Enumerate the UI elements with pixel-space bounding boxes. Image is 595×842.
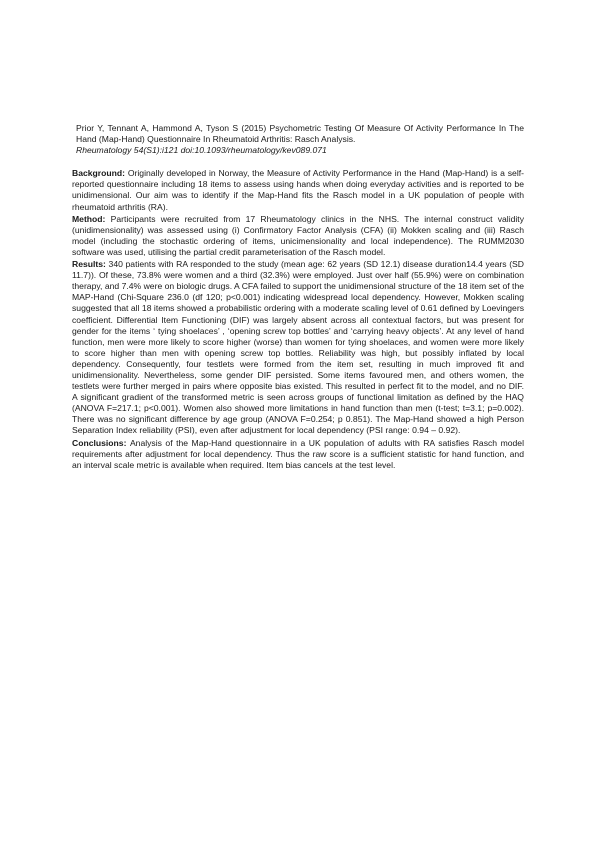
conclusions-heading: Conclusions: [72, 437, 130, 448]
results-section [72, 259, 524, 437]
background-section [72, 168, 524, 212]
method-heading: Method: [72, 213, 111, 224]
results-heading: Results: [72, 259, 109, 270]
background-heading: Background: [72, 168, 128, 179]
background-text: Originally developed in Norway, the Measure of Activity Performance in the Hand (Map-Hand) is a self-reported questionnaire including 18 items to assess using hands when doing everyday activities and is reported to be unidimensional. Our aim was to identify if the Map-Hand fits the Rasch model in a UK population of people with rheumatoid arthritis (RA). [72, 168, 524, 212]
citation-journal: Rheumatology 54(S1):i121 doi:10.1093/rheumatology/kev089.071 [76, 145, 327, 156]
method-text: Participants were recruited from 17 Rheumatology clinics in the NHS. The internal construct validity (unidimensionality) was assessed using (i) Confirmatory Factor Analysis (CFA) (ii) Mokken scaling and (iii) Rasch model (including the stochastic ordering of items, unicimensionality and local independence). The RUMM2030 software was used, utilising the partial credit parameterisation of the Rasch model. [72, 213, 524, 257]
conclusions-text: Analysis of the Map-Hand questionnaire in a UK population of adults with RA satisfies Rasch model requirements after adjustment for local dependency. Thus the raw score is a sufficient statistic for hand function, and an interval scale metric is available when required. Item bias cancels at the test level. [72, 437, 524, 470]
conclusions-section [72, 438, 524, 471]
citation-title: Prior Y, Tennant A, Hammond A, Tyson S (2015) Psychometric Testing Of Measure Of Activity Performance In The Hand (Map-Hand) Questionnaire In Rheumatoid Arthritis: Rasch Analysis. [76, 123, 524, 145]
results-text: 340 patients with RA responded to the study (mean age: 62 years (SD 12.1) disease duration14.4 years (SD 11.7)). Of these, 73.8% were women and a third (32.3%) were employed. Just over half (55.9%) were on combination therapy, and 7.4% were on biologic drugs. A CFA failed to support the unidimensional structure of the 18 item set of the MAP-Hand (Chi-Square 236.0 (df 120; p<0.001) indicating widespread local dependency. However, Mokken scaling suggested that all 18 items showed a probabilistic ordering with a moderate scaling level of 0.61 defined by Loevingers coefficient. Differential Item Functioning (DIF) was largely absent across all contextual factors, but was present for gender for the items ‘ tying shoelaces’ , ‘opening screw top bottles’ and ‘carrying heavy objects’. At any level of hand function, men were more likely to score higher (worse) than women for tying shoelaces, and women were more likely to score higher than men with opening screw top bottles. Reliability was high, but possibly inflated by local dependency. Consequently, four testlets were formed from the item set, resulting in much improved fit and unidimensionality. Nevertheless, some gender DIF persisted. Some items favoured men, and others women, the testlets were further merged in pairs where opposite bias existed. This resulted in perfect fit to the model, and no DIF. A significant gradient of the transformed metric is seen across groups of functional limitation as defined by the HAQ (ANOVA F=217.1; p<0.001). Women also showed more limitations in hand function than men (t-test; t=3.1; p=0.002). There was no significant difference by age group (ANOVA F=0.254; p 0.851). The Map-Hand showed a high Person Separation Index reliability (PSI), even after adjustment for local dependency (PSI range: 0.94 – 0.92). [72, 259, 524, 436]
abstract-page [72, 123, 524, 472]
method-section [72, 214, 524, 258]
citation [72, 123, 524, 156]
